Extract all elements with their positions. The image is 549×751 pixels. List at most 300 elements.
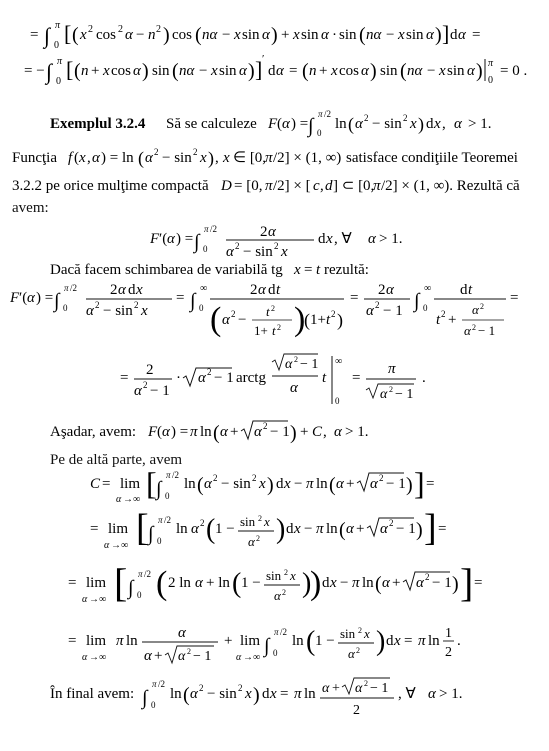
svg-text:α: α (167, 231, 175, 247)
svg-text:2: 2 (134, 300, 139, 310)
svg-text:α: α (454, 116, 462, 132)
svg-text:α: α (268, 224, 276, 240)
svg-text:x: x (264, 514, 270, 529)
svg-text:/2: /2 (70, 283, 78, 293)
svg-text:0: 0 (317, 128, 322, 138)
svg-text:2: 2 (156, 24, 161, 35)
svg-text:d: d (460, 282, 468, 298)
svg-text:2: 2 (260, 224, 268, 240)
svg-text:− 1: − 1 (395, 387, 414, 402)
svg-text:x: x (398, 27, 405, 43)
svg-text:2: 2 (274, 241, 279, 251)
svg-text:d: d (276, 476, 284, 492)
asadar-line (50, 418, 450, 451)
svg-text:− 1: − 1 (270, 424, 290, 440)
svg-text:−: − (294, 476, 303, 492)
svg-text:2: 2 (364, 679, 368, 688)
svg-text:): ) (476, 60, 483, 82)
svg-text:π: π (418, 633, 426, 649)
svg-text:ln: ln (316, 476, 328, 492)
svg-text:1: 1 (445, 626, 452, 641)
svg-text:În final avem:: În final avem: (50, 686, 135, 702)
svg-text:α: α (178, 649, 186, 664)
svg-text:0: 0 (203, 244, 208, 254)
svg-text:−: − (304, 521, 313, 537)
svg-text:x: x (326, 231, 333, 247)
svg-text:α: α (355, 116, 363, 132)
svg-text:x: x (330, 575, 337, 591)
svg-text:α: α (104, 540, 110, 551)
equation-1-render (30, 18, 535, 52)
svg-text:ln: ln (184, 476, 196, 492)
svg-text:(: ( (157, 424, 162, 440)
svg-text:=: = (404, 633, 413, 649)
svg-text:π: π (318, 109, 323, 119)
equation-8 (68, 562, 488, 621)
svg-text:[: [ (64, 21, 72, 46)
svg-text:,: , (323, 424, 327, 440)
svg-text:α: α (190, 686, 198, 702)
svg-text:): ) (452, 573, 459, 595)
svg-text:∫: ∫ (148, 523, 154, 545)
svg-text:, ∀: , ∀ (398, 686, 416, 702)
svg-text:α: α (416, 575, 424, 591)
svg-text:α: α (467, 63, 475, 79)
svg-text:∫: ∫ (414, 290, 420, 312)
svg-text:α: α (380, 521, 388, 537)
svg-text:,: , (320, 178, 324, 194)
svg-text:α: α (133, 63, 141, 79)
svg-text:π: π (294, 686, 302, 702)
svg-text:x: x (141, 303, 148, 319)
svg-text:π: π (373, 178, 381, 194)
svg-text:lim: lim (108, 521, 129, 537)
svg-text:α: α (92, 150, 100, 166)
final-line (50, 676, 520, 731)
svg-text:−: − (222, 27, 231, 43)
svg-text:0: 0 (157, 536, 162, 546)
svg-text:α: α (86, 303, 94, 319)
svg-text:− 1: − 1 (193, 649, 212, 664)
svg-text:− sin: − sin (243, 244, 273, 260)
svg-text:[: [ (114, 562, 128, 605)
svg-text:2: 2 (282, 588, 286, 597)
svg-text:[: [ (66, 57, 74, 82)
svg-text:α: α (366, 303, 374, 319)
svg-text:+: + (91, 63, 100, 79)
svg-text:x: x (80, 27, 87, 43)
svg-text:(: ( (195, 24, 202, 46)
svg-text:/2: /2 (172, 470, 180, 480)
svg-text:α: α (236, 652, 242, 663)
svg-text:∞: ∞ (335, 356, 343, 367)
svg-text:0: 0 (335, 396, 340, 406)
svg-text:+: + (448, 312, 457, 328)
svg-text:): ) (302, 568, 312, 599)
svg-text:∫: ∫ (142, 687, 148, 709)
svg-text:x: x (259, 476, 266, 492)
svg-text:−: − (386, 27, 395, 43)
svg-text:x: x (245, 686, 252, 702)
svg-text:+: + (230, 424, 239, 440)
svg-text:C: C (90, 476, 101, 492)
svg-text:ln: ln (335, 116, 347, 132)
svg-text:α: α (82, 594, 88, 605)
svg-text:α: α (239, 63, 247, 79)
svg-text:− 1: − 1 (478, 323, 496, 338)
svg-text:π: π (316, 521, 324, 537)
svg-text:+: + (224, 633, 233, 649)
svg-text:α: α (382, 575, 390, 591)
svg-text:2: 2 (294, 355, 298, 364)
svg-text:− sin: − sin (372, 116, 402, 132)
equation-1 (30, 18, 535, 57)
svg-text:− sin: − sin (207, 686, 237, 702)
theorem-render (12, 172, 537, 198)
svg-text:x: x (410, 116, 417, 132)
svg-text:]: ] (442, 21, 450, 46)
svg-text:sin: sin (240, 514, 256, 529)
svg-text:/2] × (1, ∞): /2] × (1, ∞) (273, 150, 342, 166)
svg-text:): ) (294, 301, 306, 338)
svg-text:∞: ∞ (424, 283, 432, 294)
svg-text:x: x (79, 150, 86, 166)
svg-text:π: π (306, 476, 314, 492)
svg-text:ln: ln (176, 521, 188, 537)
svg-text:2: 2 (256, 534, 260, 543)
svg-text:(: ( (304, 310, 310, 330)
svg-text:(: ( (329, 474, 336, 496)
svg-text:=: = (102, 476, 111, 492)
svg-text:2: 2 (353, 703, 360, 718)
svg-text:α: α (198, 370, 206, 386)
svg-text:2: 2 (389, 518, 394, 528)
svg-text:lim: lim (240, 633, 261, 649)
svg-text:·: · (332, 27, 337, 43)
svg-text:x: x (294, 521, 301, 537)
svg-text:=: = (120, 370, 129, 386)
svg-text:c: c (313, 178, 320, 194)
svg-text:α: α (258, 282, 266, 298)
svg-text:.: . (422, 370, 426, 386)
svg-text:(: ( (74, 150, 79, 166)
svg-text:=: = (176, 290, 185, 306)
svg-text:α: α (145, 150, 153, 166)
svg-text:π: π (158, 515, 163, 525)
svg-text:t: t (322, 370, 327, 386)
svg-text:nα: nα (202, 27, 218, 43)
svg-text:·: · (176, 370, 181, 386)
svg-text:1+: 1+ (310, 312, 326, 328)
svg-text:∫: ∫ (46, 59, 53, 84)
svg-text:(: ( (359, 24, 366, 46)
svg-text:ln: ln (304, 686, 316, 702)
svg-text:lim: lim (86, 633, 107, 649)
svg-text:d: d (426, 116, 434, 132)
svg-text:Aşadar, avem:: Aşadar, avem: (50, 424, 137, 440)
svg-text:α: α (144, 648, 152, 664)
svg-text:x: x (293, 27, 300, 43)
svg-text:lim: lim (86, 575, 107, 591)
svg-text:α: α (226, 244, 234, 260)
svg-text:α: α (386, 282, 394, 298)
svg-text:[: [ (146, 468, 157, 501)
svg-text:α: α (346, 521, 354, 537)
equation-7-render (90, 508, 480, 560)
svg-text:2: 2 (146, 362, 154, 378)
svg-text:α: α (361, 63, 369, 79)
svg-text:=: = (68, 633, 77, 649)
svg-text:− 1: − 1 (150, 383, 170, 399)
svg-text:0: 0 (165, 491, 170, 501)
svg-text:α: α (162, 424, 170, 440)
svg-text:(: ( (72, 24, 79, 46)
svg-text:α: α (321, 27, 329, 43)
svg-text:ln: ln (292, 633, 304, 649)
svg-text:]: ] (460, 562, 474, 605)
svg-text:2: 2 (445, 645, 452, 660)
svg-text:n: n (309, 63, 317, 79)
svg-text:=: = (304, 262, 313, 278)
svg-text:): ) (310, 565, 322, 602)
svg-text:−: − (199, 63, 208, 79)
avem-label: avem: (12, 200, 49, 216)
svg-text:2: 2 (425, 572, 430, 582)
svg-text:2: 2 (364, 113, 369, 123)
svg-text:α: α (285, 357, 293, 372)
svg-text:π: π (488, 58, 494, 69)
svg-text:, ∀: , ∀ (334, 231, 352, 247)
svg-text:d: d (450, 27, 458, 43)
svg-text:> 1.: > 1. (468, 116, 492, 132)
svg-text:π: π (352, 575, 360, 591)
svg-text:π: π (166, 470, 171, 480)
svg-text:− sin: − sin (221, 476, 251, 492)
svg-text:π: π (265, 178, 273, 194)
svg-text:> 1.: > 1. (379, 231, 403, 247)
svg-text:0: 0 (54, 40, 59, 51)
svg-text:+ ln: + ln (206, 575, 230, 591)
svg-text:α: α (178, 625, 186, 641)
svg-text:t: t (468, 282, 473, 298)
svg-text:(: ( (339, 519, 346, 541)
svg-text:): ) (290, 422, 297, 444)
svg-text:2: 2 (263, 421, 268, 431)
svg-text:/2] × [: /2] × [ (273, 178, 311, 194)
svg-text:lim: lim (120, 476, 141, 492)
svg-text:→∞: →∞ (89, 652, 107, 663)
svg-text:ln: ln (200, 424, 212, 440)
svg-text:′(: ′( (159, 231, 168, 247)
svg-text:α: α (464, 323, 471, 338)
svg-text:∈ [0,: ∈ [0, (233, 150, 267, 166)
svg-text:+: + (332, 681, 340, 696)
svg-text:n: n (148, 27, 156, 43)
svg-text:α: α (220, 424, 228, 440)
svg-text:α: α (368, 231, 376, 247)
svg-text:α: α (125, 27, 133, 43)
svg-text:2: 2 (154, 147, 159, 157)
svg-text:): ) (163, 24, 170, 46)
svg-text:−: − (340, 575, 349, 591)
svg-text:π: π (274, 627, 279, 637)
svg-text:t: t (266, 304, 270, 319)
svg-text:d: d (262, 686, 270, 702)
svg-text:=: = (68, 575, 77, 591)
svg-text:sin: sin (406, 27, 424, 43)
svg-text:π: π (55, 20, 61, 31)
svg-text:=: = (90, 521, 99, 537)
svg-text:Exemplul 3.2.4: Exemplul 3.2.4 (50, 116, 146, 132)
svg-text:2: 2 (110, 282, 118, 298)
svg-text:): ) (406, 474, 413, 496)
svg-text:): ) (337, 310, 343, 330)
svg-text:α: α (426, 27, 434, 43)
svg-text:sin: sin (219, 63, 237, 79)
svg-text:cos: cos (339, 63, 359, 79)
svg-text:α: α (322, 681, 330, 696)
svg-text:α: α (82, 652, 88, 663)
svg-text:> 1.: > 1. (439, 686, 463, 702)
svg-text:′: ′ (262, 54, 265, 65)
svg-text:α: α (334, 424, 342, 440)
svg-text:Să se calculeze: Să se calculeze (166, 116, 257, 132)
svg-text:ln: ln (170, 686, 182, 702)
svg-text:2: 2 (88, 24, 93, 35)
svg-text:/2: /2 (324, 109, 332, 119)
equation-3-render (150, 218, 450, 262)
svg-text:d: d (286, 521, 294, 537)
svg-text:ln: ln (428, 633, 440, 649)
svg-text:α: α (116, 494, 122, 505)
svg-text:0: 0 (63, 303, 68, 313)
svg-text:2: 2 (235, 241, 240, 251)
svg-text:t: t (326, 312, 331, 328)
svg-text:α: α (428, 686, 436, 702)
svg-text:2: 2 (271, 304, 275, 313)
svg-text:2: 2 (238, 683, 243, 693)
svg-text:− 1: − 1 (370, 681, 389, 696)
svg-text:π: π (388, 361, 396, 377)
svg-text:/2] × (1, ∞). Rezultă că: /2] × (1, ∞). Rezultă că (381, 178, 520, 194)
svg-text:(: ( (306, 626, 316, 657)
svg-text:x: x (223, 150, 230, 166)
svg-text:/2: /2 (144, 569, 152, 579)
svg-text:satisface condiţiile Teoremei: satisface condiţiile Teoremei (346, 150, 518, 166)
svg-text:sin: sin (447, 63, 465, 79)
svg-text:(: ( (348, 114, 354, 134)
svg-text:α: α (254, 424, 262, 440)
svg-text:/2: /2 (158, 679, 166, 689)
svg-text:α: α (282, 116, 290, 132)
svg-text:(: ( (232, 568, 242, 599)
svg-text:α: α (348, 646, 355, 661)
svg-text:2: 2 (472, 323, 476, 332)
svg-text:+: + (346, 476, 355, 492)
svg-text:1 −: 1 − (241, 575, 261, 591)
svg-text:−: − (427, 63, 436, 79)
svg-text:2: 2 (193, 147, 198, 157)
svg-text:α: α (195, 575, 203, 591)
svg-text:→∞: →∞ (111, 540, 129, 551)
svg-text:2: 2 (187, 647, 191, 656)
svg-text:α: α (458, 27, 466, 43)
svg-text:(: ( (206, 514, 216, 545)
svg-text:α: α (290, 380, 298, 396)
svg-text:n: n (81, 63, 89, 79)
svg-text:2: 2 (378, 282, 386, 298)
svg-text:F: F (268, 116, 278, 132)
svg-text:d: d (268, 63, 276, 79)
svg-text:α: α (222, 312, 230, 328)
svg-text:t: t (272, 323, 276, 338)
svg-text:x: x (331, 63, 338, 79)
svg-text:α: α (380, 387, 388, 402)
svg-text:x: x (200, 150, 207, 166)
svg-text:∫: ∫ (194, 231, 200, 253)
svg-text:(: ( (400, 60, 407, 82)
svg-text:]: ] (255, 57, 263, 82)
svg-text:2: 2 (403, 113, 408, 123)
svg-text:2 ln: 2 ln (168, 575, 191, 591)
svg-text:2: 2 (375, 300, 380, 310)
svg-text:]: ] (424, 508, 437, 549)
svg-text:x: x (211, 63, 218, 79)
svg-text:sin: sin (266, 568, 282, 583)
svg-text:∫: ∫ (54, 290, 60, 312)
svg-text:(: ( (156, 565, 168, 602)
svg-text:/2: /2 (280, 627, 288, 637)
svg-text:α: α (248, 534, 255, 549)
svg-text:π: π (57, 56, 63, 67)
svg-text:1+: 1+ (254, 323, 268, 338)
svg-text:arctg: arctg (236, 370, 266, 386)
svg-text:sin: sin (339, 27, 357, 43)
svg-text:x: x (136, 282, 143, 298)
svg-text:ln: ln (126, 633, 138, 649)
svg-text:∫: ∫ (156, 478, 162, 500)
svg-text:): ) (416, 519, 423, 541)
svg-text:x: x (364, 626, 370, 641)
equation-4-render (10, 278, 530, 356)
svg-text:cos: cos (96, 27, 116, 43)
svg-text:): ) (376, 626, 386, 657)
svg-text:2: 2 (331, 309, 336, 319)
svg-text:∞: ∞ (200, 283, 208, 294)
svg-text:d: d (386, 633, 394, 649)
svg-text:3.2.2 pe orice mulţime compact: 3.2.2 pe orice mulţime compactă (12, 178, 209, 194)
svg-text:(: ( (213, 422, 220, 444)
theorem-line (12, 172, 537, 203)
equation-2 (24, 54, 539, 93)
svg-text:α: α (204, 476, 212, 492)
svg-text:d: d (322, 575, 330, 591)
svg-text:=: = (438, 521, 447, 537)
svg-text:∫: ∫ (264, 635, 270, 657)
function-line (12, 144, 537, 175)
svg-text:x: x (281, 244, 288, 260)
svg-text:π: π (116, 633, 124, 649)
svg-text:t: t (436, 312, 441, 328)
svg-text:x: x (234, 27, 241, 43)
svg-text:) = ln: ) = ln (101, 150, 134, 166)
svg-text:α: α (134, 383, 142, 399)
svg-text:F: F (150, 231, 160, 247)
svg-text:x: x (270, 686, 277, 702)
svg-text:2: 2 (379, 473, 384, 483)
svg-text:f: f (68, 150, 73, 166)
svg-text:2: 2 (284, 568, 288, 577)
